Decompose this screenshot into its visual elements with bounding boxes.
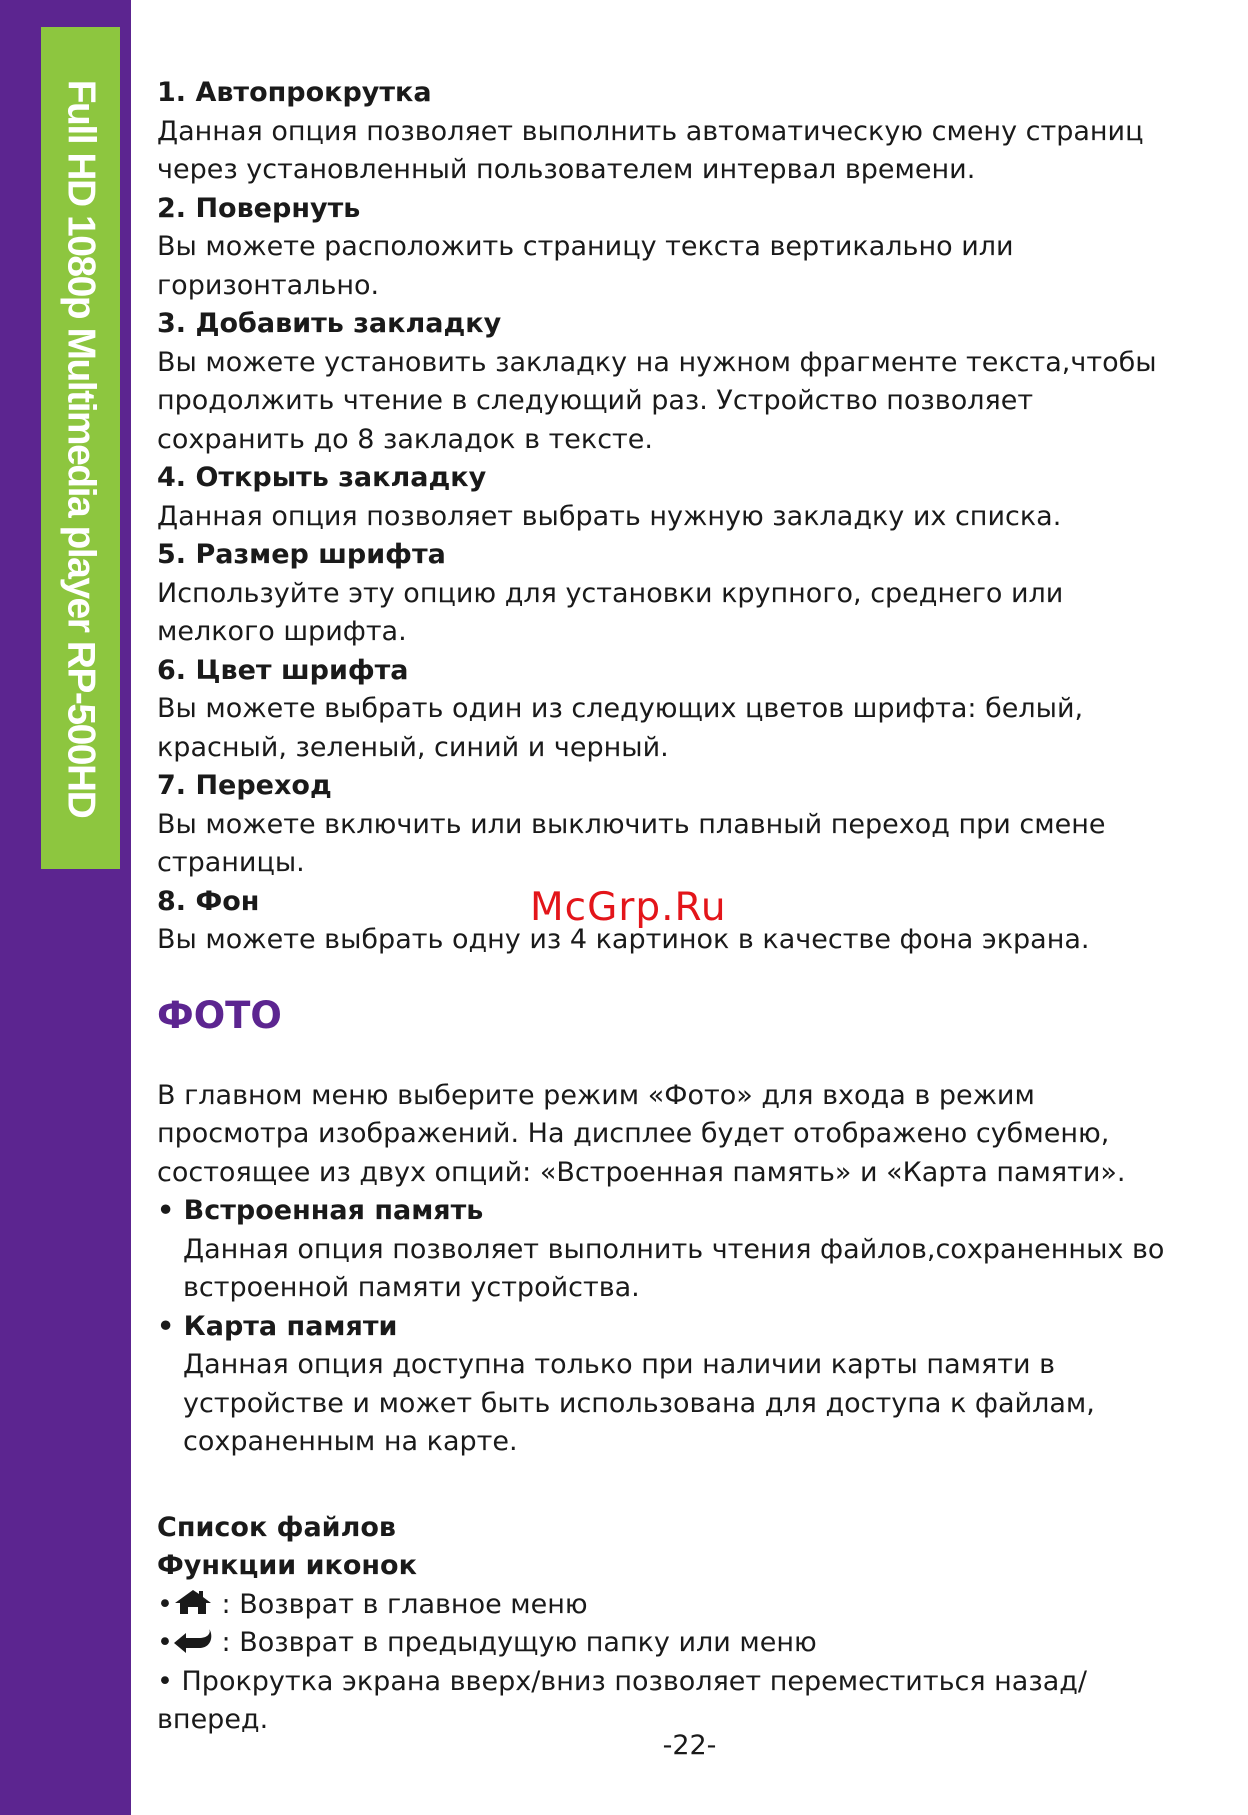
photo-item-heading: • Карта памяти <box>157 1310 398 1342</box>
option-heading: 8. Фон <box>157 885 260 917</box>
photo-intro: В главном меню выберите режим «Фото» для входа в режим просмотра изображений. На дисплее будет отображено субменю, состоящее из двух опций: «Встроенная память» и «Карта памяти». <box>157 1079 1126 1188</box>
file-list-title: Список файлов <box>157 1511 397 1543</box>
option-heading: 3. Добавить закладку <box>157 308 502 339</box>
option-text: Вы можете установить закладку на нужном фрагменте текста,чтобы продолжить чтение в следующий раз. Устройство позволяет сохранить до 8 закладок в тексте. <box>157 346 1157 455</box>
icon-item-home: • : Возврат в главное меню <box>157 1588 588 1620</box>
home-icon <box>173 1588 213 1616</box>
sidebar <box>0 0 131 1815</box>
photo-item-text: Данная опция позволяет выполнить чтения файлов,сохраненных во встроенной памяти устройства. <box>183 1233 1165 1303</box>
photo-item-heading: • Встроенная память <box>157 1195 484 1226</box>
photo-section-title: ФОТО <box>157 993 282 1037</box>
option-heading: 4. Открыть закладку <box>157 462 487 493</box>
icon-functions-title: Функции иконок <box>157 1550 417 1581</box>
sidebar-title-tab <box>41 27 120 869</box>
scroll-note: • Прокрутка экрана вверх/вниз позволяет переместиться назад/ вперед. <box>157 1665 1088 1735</box>
option-heading: 7. Переход <box>157 770 332 801</box>
back-arrow-icon <box>173 1628 213 1654</box>
option-heading: 1. Автопрокрутка <box>157 77 432 108</box>
option-text: Вы можете включить или выключить плавный переход при смене страницы. <box>157 808 1106 878</box>
option-heading: 6. Цвет шрифта <box>157 654 409 686</box>
page-number: -22- <box>662 1730 717 1761</box>
option-heading: 2. Повернуть <box>157 192 361 224</box>
option-text: Данная опция позволяет выполнить автоматическую смену страниц через установленный пользователем интервал времени. <box>157 115 1144 185</box>
option-heading: 5. Размер шрифта <box>157 539 446 570</box>
watermark: McGrp.Ru <box>530 885 727 930</box>
icon-item-back: • : Возврат в предыдущую папку или меню <box>157 1627 817 1658</box>
photo-item-text: Данная опция доступна только при наличии карты памяти в устройстве и может быть использована для доступа к файлам, сохраненным на карте. <box>183 1349 1095 1457</box>
option-text: Данная опция позволяет выбрать нужную закладку их списка. <box>157 500 1062 532</box>
option-text: Вы можете выбрать один из следующих цветов шрифта: белый, красный, зеленый, синий и черный. <box>157 693 1084 763</box>
option-text: Вы можете расположить страницу текста вертикально или горизонтально. <box>157 231 1014 301</box>
option-text: Вы можете выбрать одну из 4 картинок в качестве фона экрана. <box>157 924 1090 955</box>
sidebar-title: Full HD 1080p Multimedia player RP-500HD <box>59 79 102 817</box>
option-text: Используйте эту опцию для установки крупного, среднего или мелкого шрифта. <box>157 577 1064 647</box>
